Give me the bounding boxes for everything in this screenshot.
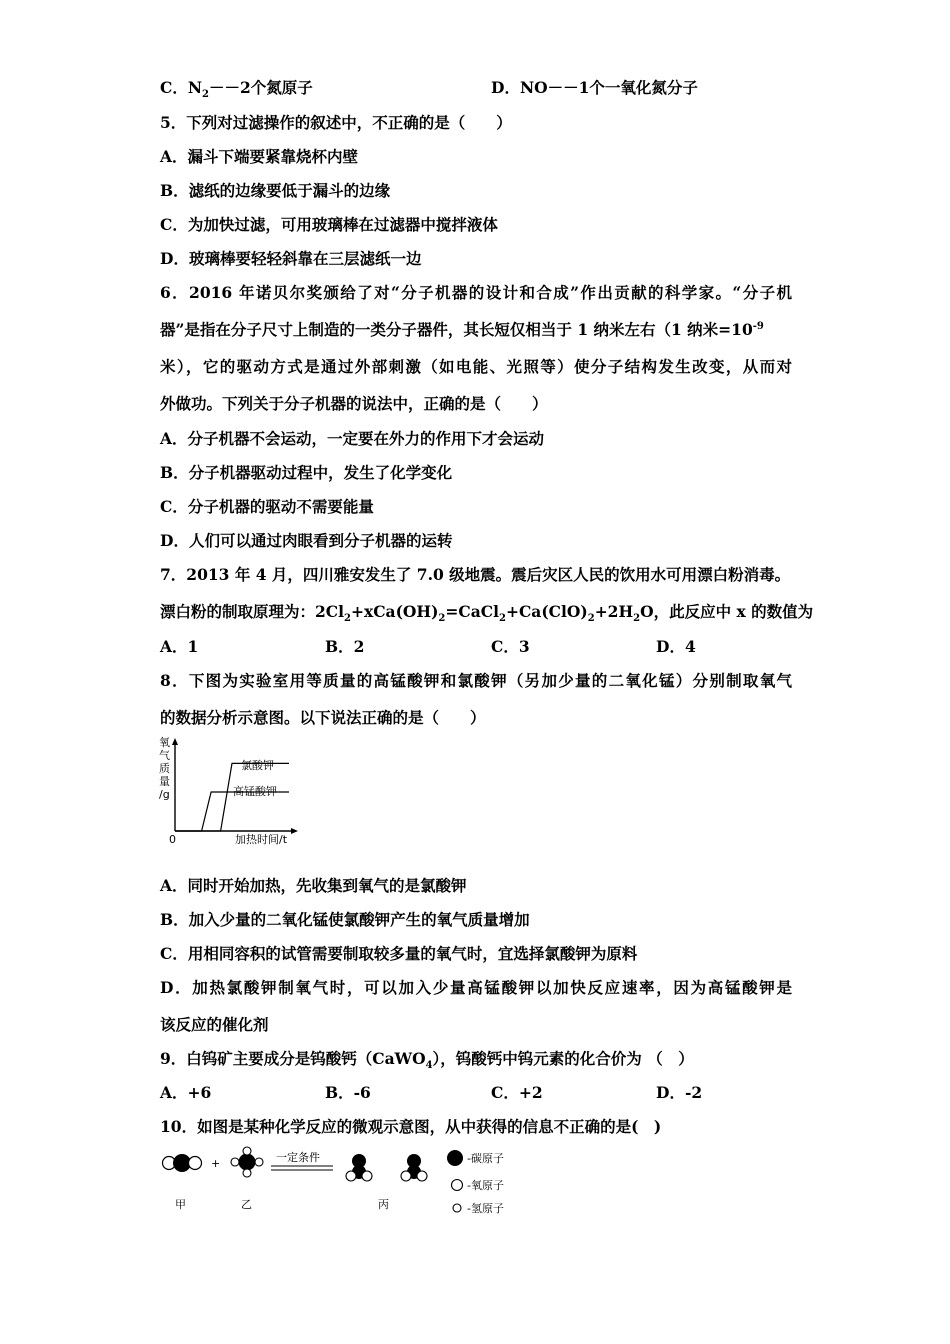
atom-oxygen xyxy=(189,1157,202,1170)
q8-option-a: A．同时开始加热，先收集到氧气的是氯酸钾 xyxy=(160,876,467,895)
q6-stem-line2: 器”是指在分子尺寸上制造的一类分子器件，其长短仅相当于 1 纳米左右（1 纳米$=10^{-9}$ xyxy=(160,320,764,339)
q6-option-b: B．分子机器驱动过程中，发生了化学变化 xyxy=(160,463,453,482)
molecule-bing-1 xyxy=(346,1154,372,1181)
q9-option-a: A．+6 xyxy=(160,1083,212,1102)
atom-hydrogen xyxy=(255,1158,263,1166)
q6-option-c: C．分子机器的驱动不需要能量 xyxy=(160,497,374,516)
plus-sign: + xyxy=(211,1157,221,1170)
q10-reaction-svg xyxy=(155,1145,535,1220)
q5-option-b: B．滤纸的边缘要低于漏斗的边缘 xyxy=(160,181,391,200)
q9-option-c: C．+2 xyxy=(491,1083,543,1102)
q8-ylabel-char-5: /g xyxy=(159,788,170,801)
reaction-condition: 一定条件 xyxy=(276,1151,320,1164)
q8-x-axis-arrow xyxy=(291,828,298,834)
q8-origin-label: 0 xyxy=(169,833,176,846)
q8-option-b: B．加入少量的二氧化锰使氯酸钾产生的氧气质量增加 xyxy=(160,910,530,929)
q6-option-d: D．人们可以通过肉眼看到分子机器的运转 xyxy=(160,531,453,550)
q6-stem-line4: 外做功。下列关于分子机器的说法中，正确的是（ ） xyxy=(160,394,548,413)
q8-ylabel-char-2: 气 xyxy=(159,749,170,762)
q9-option-b: B．-6 xyxy=(325,1083,371,1102)
atom-oxygen xyxy=(346,1171,356,1181)
q5-stem: 5．下列对过滤操作的叙述中，不正确的是（ ） xyxy=(160,113,512,132)
atom-hydrogen xyxy=(231,1158,239,1166)
q6-stem-line1: 6．2016 年诺贝尔奖颁给了对“分子机器的设计和合成”作出贡献的科学家。“分子机 xyxy=(160,283,792,302)
molecule-jia xyxy=(163,1154,202,1172)
molecule-yi xyxy=(231,1147,263,1177)
atom-oxygen xyxy=(401,1171,411,1181)
legend-hydrogen-label: -氢原子 xyxy=(467,1202,504,1215)
q8-xlabel: 加热时间/t xyxy=(235,833,288,846)
label-jia: 甲 xyxy=(175,1198,186,1211)
legend-hydrogen-icon xyxy=(453,1204,461,1212)
q8-stem-line2: 的数据分析示意图。以下说法正确的是（ ） xyxy=(160,708,486,727)
q8-option-d: D．加热氯酸钾制氧气时，可以加入少量高锰酸钾以加快反应速率，因为高锰酸钾是 xyxy=(160,978,792,997)
q4-option-c: C．$N_2--2$个氮原子 xyxy=(160,78,313,101)
q8-option-d-cont: 该反应的催化剂 xyxy=(160,1015,269,1034)
q8-ylabel-char-3: 质 xyxy=(159,762,170,775)
atom-hydrogen xyxy=(243,1169,251,1177)
legend-oxygen-icon xyxy=(452,1180,463,1191)
atom-oxygen xyxy=(362,1171,372,1181)
q9-stem: 9．白钨矿主要成分是钨酸钙（CaWO$_4$），钨酸钙中钨元素的化合价为 （ ） xyxy=(160,1049,694,1072)
legend-carbon-icon xyxy=(447,1150,463,1166)
q7-option-c: C．3 xyxy=(491,637,530,656)
q9-option-d: D．-2 xyxy=(656,1083,703,1102)
q7-option-d: D．4 xyxy=(656,637,696,656)
q8-chart xyxy=(155,735,305,850)
q7-option-b: B．2 xyxy=(325,637,365,656)
legend-oxygen-label: -氧原子 xyxy=(467,1179,504,1192)
q8-legend-kclo3: 氯酸钾 xyxy=(241,759,274,772)
q7-option-a: A．1 xyxy=(160,637,199,656)
q8-ylabel-char-1: 氧 xyxy=(159,736,170,749)
q7-stem-line1: 7．2013 年 4 月，四川雅安发生了 7.0 级地震。震后灾区人民的饮用水可用漂白粉消毒。 xyxy=(160,565,791,584)
q5-option-d: D．玻璃棒要轻轻斜靠在三层滤纸一边 xyxy=(160,249,422,268)
q8-legend-kmno4: 高锰酸钾 xyxy=(233,785,277,798)
q7-stem-line2: 漂白粉的制取原理为：$2Cl_2+xCa(OH)_2=CaCl_2+Ca(ClO)_2+2H_2O$，此反应中 x 的数值为 xyxy=(160,602,814,625)
q5-option-a: A．漏斗下端要紧靠烧杯内壁 xyxy=(160,147,359,166)
q10-reaction-diagram xyxy=(155,1145,535,1220)
atom-hydrogen xyxy=(243,1147,251,1155)
molecule-bing-2 xyxy=(401,1154,427,1181)
q8-option-c: C．用相同容积的试管需要制取较多量的氧气时，宜选择氯酸钾为原料 xyxy=(160,944,638,963)
atom-oxygen xyxy=(417,1171,427,1181)
legend-carbon-label: -碳原子 xyxy=(467,1152,504,1165)
q10-stem: 10．如图是某种化学反应的微观示意图，从中获得的信息不正确的是( ) xyxy=(160,1117,662,1136)
q8-y-axis-arrow xyxy=(172,738,178,745)
q8-chart-svg xyxy=(155,735,305,850)
label-bing: 丙 xyxy=(378,1198,389,1211)
q6-option-a: A．分子机器不会运动，一定要在外力的作用下才会运动 xyxy=(160,429,545,448)
q6-stem-line3: 米），它的驱动方式是通过外部刺激（如电能、光照等）使分子结构发生改变，从而对 xyxy=(160,357,792,376)
q8-stem-line1: 8．下图为实验室用等质量的高锰酸钾和氯酸钾（另加少量的二氧化锰）分别制取氧气 xyxy=(160,671,792,690)
q4-option-d: D．NO－－1个一氧化氮分子 xyxy=(491,78,698,97)
label-yi: 乙 xyxy=(241,1198,252,1211)
q5-option-c: C．为加快过滤，可用玻璃棒在过滤器中搅拌液体 xyxy=(160,215,498,234)
q8-ylabel-char-4: 量 xyxy=(159,775,170,788)
atom-carbon xyxy=(239,1154,256,1171)
